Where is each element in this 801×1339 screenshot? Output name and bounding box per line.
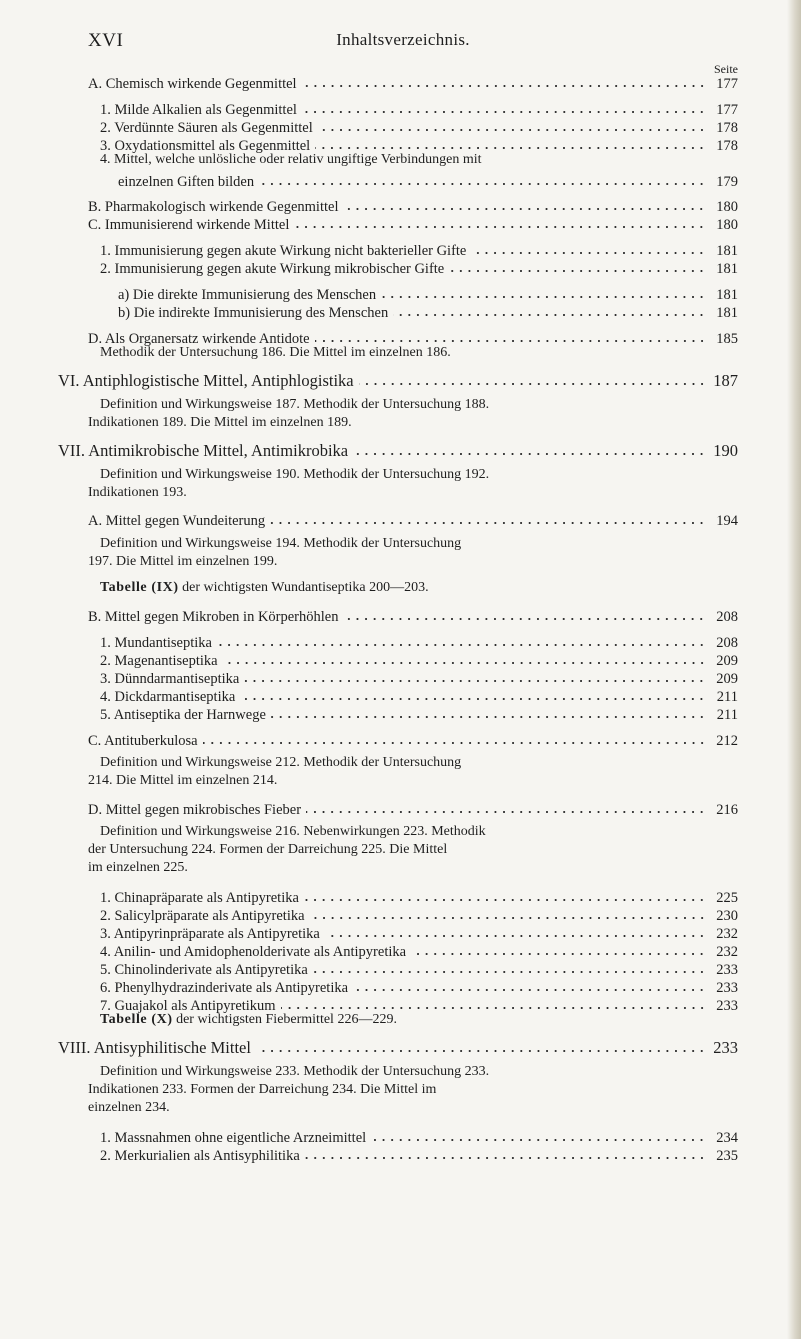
- toc-entry: [100, 703, 738, 724]
- entry-page-number: 177: [716, 76, 738, 92]
- entry-title: 1. Milde Alkalien als Gegenmittel: [100, 102, 297, 118]
- entry-page-number: 180: [716, 199, 738, 215]
- entry-page-number: 209: [716, 671, 738, 687]
- entry-page-number: 181: [716, 243, 738, 259]
- dot-leader: [411, 942, 706, 958]
- toc-entry: [118, 170, 738, 191]
- entry-page-number: 181: [716, 261, 738, 277]
- entry-description: Indikationen 189. Die Mittel im einzelnen 189.: [88, 415, 352, 430]
- entry-page-number: 178: [716, 120, 738, 136]
- entry-title: 5. Chinolinderivate als Antipyretika: [100, 962, 308, 978]
- entry-page-number: 208: [716, 609, 738, 625]
- dot-leader: [393, 303, 706, 319]
- dot-leader: [449, 259, 706, 275]
- chapter-entry: [58, 1037, 738, 1058]
- entry-title: 1. Mundantiseptika: [100, 635, 212, 651]
- page-number: XVI: [88, 30, 124, 51]
- entry-description: Definition und Wirkungsweise 194. Methodik der Untersuchung: [100, 536, 462, 551]
- entry-description: im einzelnen 225.: [88, 860, 188, 875]
- entry-page-number: 208: [716, 635, 738, 651]
- dot-leader: [302, 74, 706, 90]
- entry-page-number: 185: [716, 331, 738, 347]
- dot-leader: [318, 118, 706, 134]
- page-edge-shadow: [787, 0, 801, 1339]
- entry-description: Definition und Wirkungsweise 216. Nebenwirkungen 223. Methodik: [100, 824, 486, 839]
- dot-leader: [259, 172, 706, 188]
- entry-title: 2. Immunisierung gegen akute Wirkung mikrobischer Gifte: [100, 261, 445, 277]
- entry-description: einzelnen 234.: [88, 1100, 170, 1115]
- entry-title: B. Mittel gegen Mikroben in Körperhöhlen: [88, 609, 339, 625]
- dot-leader: [240, 687, 706, 703]
- entry-page-number: 194: [716, 513, 738, 529]
- entry-description: Definition und Wirkungsweise 187. Methodik der Untersuchung 188.: [100, 397, 490, 412]
- dot-leader: [244, 669, 706, 685]
- entry-description: Indikationen 233. Formen der Darreichung 234. Die Mittel im: [88, 1082, 437, 1097]
- dot-leader: [359, 372, 706, 388]
- entry-page-number: 216: [716, 802, 738, 818]
- entry-page-number: 211: [716, 707, 738, 723]
- entry-page-number: 233: [713, 1038, 738, 1057]
- toc-entry: [88, 729, 738, 750]
- entry-description: 197. Die Mittel im einzelnen 199.: [88, 554, 278, 569]
- toc-entry: [100, 257, 738, 278]
- entry-title: C. Immunisierend wirkende Mittel: [88, 217, 290, 233]
- entry-page-number: 177: [716, 102, 738, 118]
- entry-title: 2. Salicylpräparate als Antipyretika: [100, 908, 305, 924]
- entry-title: 5. Antiseptika der Harnwege: [100, 707, 266, 723]
- entry-title: 3. Dünndarmantiseptika: [100, 671, 240, 687]
- entry-page-number: 233: [716, 980, 738, 996]
- entry-page-number: 232: [716, 926, 738, 942]
- entry-page-number: 230: [716, 908, 738, 924]
- dot-leader: [325, 924, 706, 940]
- entry-page-number: 178: [716, 138, 738, 154]
- entry-title: D. Als Organersatz wirkende Antidote: [88, 331, 310, 347]
- entry-page-number: 190: [713, 441, 738, 460]
- chapter-entry: [58, 440, 738, 461]
- entry-title: 4. Anilin- und Amidophenolderivate als Antipyretika: [100, 944, 407, 960]
- entry-title: 1. Immunisierung gegen akute Wirkung nicht bakterieller Gifte: [100, 243, 467, 259]
- dot-leader: [281, 996, 706, 1012]
- entry-page-number: 180: [716, 217, 738, 233]
- dot-leader: [203, 731, 706, 747]
- entry-title: VII. Antimikrobische Mittel, Antimikrobika: [58, 441, 349, 460]
- dot-leader: [343, 197, 706, 213]
- toc-entry: [88, 509, 738, 530]
- toc-entry: [88, 798, 738, 819]
- dot-leader: [304, 888, 706, 904]
- entry-title: 4. Dickdarmantiseptika: [100, 689, 236, 705]
- toc-entry: [100, 1144, 738, 1165]
- seite-column-label: Seite: [714, 62, 738, 76]
- entry-title: VI. Antiphlogistische Mittel, Antiphlogistika: [58, 371, 354, 390]
- dot-leader: [217, 633, 706, 649]
- entry-page-number: 232: [716, 944, 738, 960]
- dot-leader: [305, 1146, 706, 1162]
- entry-page-number: 179: [716, 174, 738, 190]
- dot-leader: [271, 705, 706, 721]
- dot-leader: [353, 978, 706, 994]
- entry-page-number: 235: [716, 1148, 738, 1164]
- chapter-entry: [58, 370, 738, 391]
- entry-page-number: 233: [716, 998, 738, 1014]
- entry-description: Definition und Wirkungsweise 233. Methodik der Untersuchung 233.: [100, 1064, 490, 1079]
- entry-title: 1. Chinapräparate als Antipyretika: [100, 890, 299, 906]
- table-reference: Tabelle (X) der wichtigsten Fiebermittel 226—229.: [100, 1012, 397, 1027]
- dot-leader: [294, 215, 706, 231]
- entry-page-number: 233: [716, 962, 738, 978]
- entry-title: einzelnen Giften bilden: [118, 174, 255, 190]
- entry-title: b) Die indirekte Immunisierung des Menschen: [118, 305, 389, 321]
- dot-leader: [371, 1128, 706, 1144]
- entry-page-number: 187: [713, 371, 738, 390]
- entry-description: Definition und Wirkungsweise 212. Methodik der Untersuchung: [100, 755, 462, 770]
- entry-description: der Untersuchung 224. Formen der Darreichung 225. Die Mittel: [88, 842, 448, 857]
- entry-description: 4. Mittel, welche unlösliche oder relativ ungiftige Verbindungen mit: [100, 152, 482, 167]
- entry-title: 3. Antipyrinpräparate als Antipyretika: [100, 926, 320, 942]
- entry-description: Indikationen 193.: [88, 485, 187, 500]
- dot-leader: [315, 329, 706, 345]
- toc-entry: [88, 72, 738, 93]
- entry-page-number: 211: [716, 689, 738, 705]
- entry-page-number: 212: [716, 733, 738, 749]
- entry-title: 3. Oxydationsmittel als Gegenmittel: [100, 138, 311, 154]
- dot-leader: [471, 241, 706, 257]
- entry-title: A. Chemisch wirkende Gegenmittel: [88, 76, 297, 92]
- dot-leader: [313, 960, 706, 976]
- entry-title: VIII. Antisyphilitische Mittel: [58, 1038, 251, 1057]
- entry-description: Methodik der Untersuchung 186. Die Mittel im einzelnen 186.: [100, 345, 451, 360]
- dot-leader: [306, 800, 706, 816]
- entry-description: Definition und Wirkungsweise 190. Methodik der Untersuchung 192.: [100, 467, 490, 482]
- dot-leader: [270, 511, 706, 527]
- toc-entry: [88, 605, 738, 626]
- entry-title: D. Mittel gegen mikrobisches Fieber: [88, 802, 302, 818]
- dot-leader: [302, 100, 706, 116]
- entry-title: 2. Magenantiseptika: [100, 653, 218, 669]
- dot-leader: [256, 1039, 706, 1055]
- entry-title: a) Die direkte Immunisierung des Menschen: [118, 287, 377, 303]
- entry-page-number: 181: [716, 287, 738, 303]
- entry-title: 2. Verdünnte Säuren als Gegenmittel: [100, 120, 313, 136]
- entry-page-number: 209: [716, 653, 738, 669]
- entry-title: 7. Guajakol als Antipyretikum: [100, 998, 276, 1014]
- dot-leader: [381, 285, 706, 301]
- entry-title: 1. Massnahmen ohne eigentliche Arzneimittel: [100, 1130, 367, 1146]
- dot-leader: [310, 906, 706, 922]
- entry-title: 2. Merkurialien als Antisyphilitika: [100, 1148, 300, 1164]
- toc-entry: [118, 301, 738, 322]
- running-title: Inhaltsverzeichnis.: [336, 30, 470, 49]
- table-reference: Tabelle (IX) der wichtigsten Wundantiseptika 200—203.: [100, 580, 429, 595]
- entry-page-number: 225: [716, 890, 738, 906]
- dot-leader: [343, 607, 706, 623]
- dot-leader: [223, 651, 706, 667]
- entry-title: C. Antituberkulosa: [88, 733, 198, 749]
- toc-entry: [88, 213, 738, 234]
- entry-title: B. Pharmakologisch wirkende Gegenmittel: [88, 199, 339, 215]
- dot-leader: [315, 136, 706, 152]
- entry-title: A. Mittel gegen Wundeiterung: [88, 513, 266, 529]
- entry-page-number: 234: [716, 1130, 738, 1146]
- dot-leader: [353, 442, 706, 458]
- running-header: [58, 30, 738, 52]
- entry-page-number: 181: [716, 305, 738, 321]
- entry-title: 6. Phenylhydrazinderivate als Antipyretika: [100, 980, 349, 996]
- entry-description: 214. Die Mittel im einzelnen 214.: [88, 773, 278, 788]
